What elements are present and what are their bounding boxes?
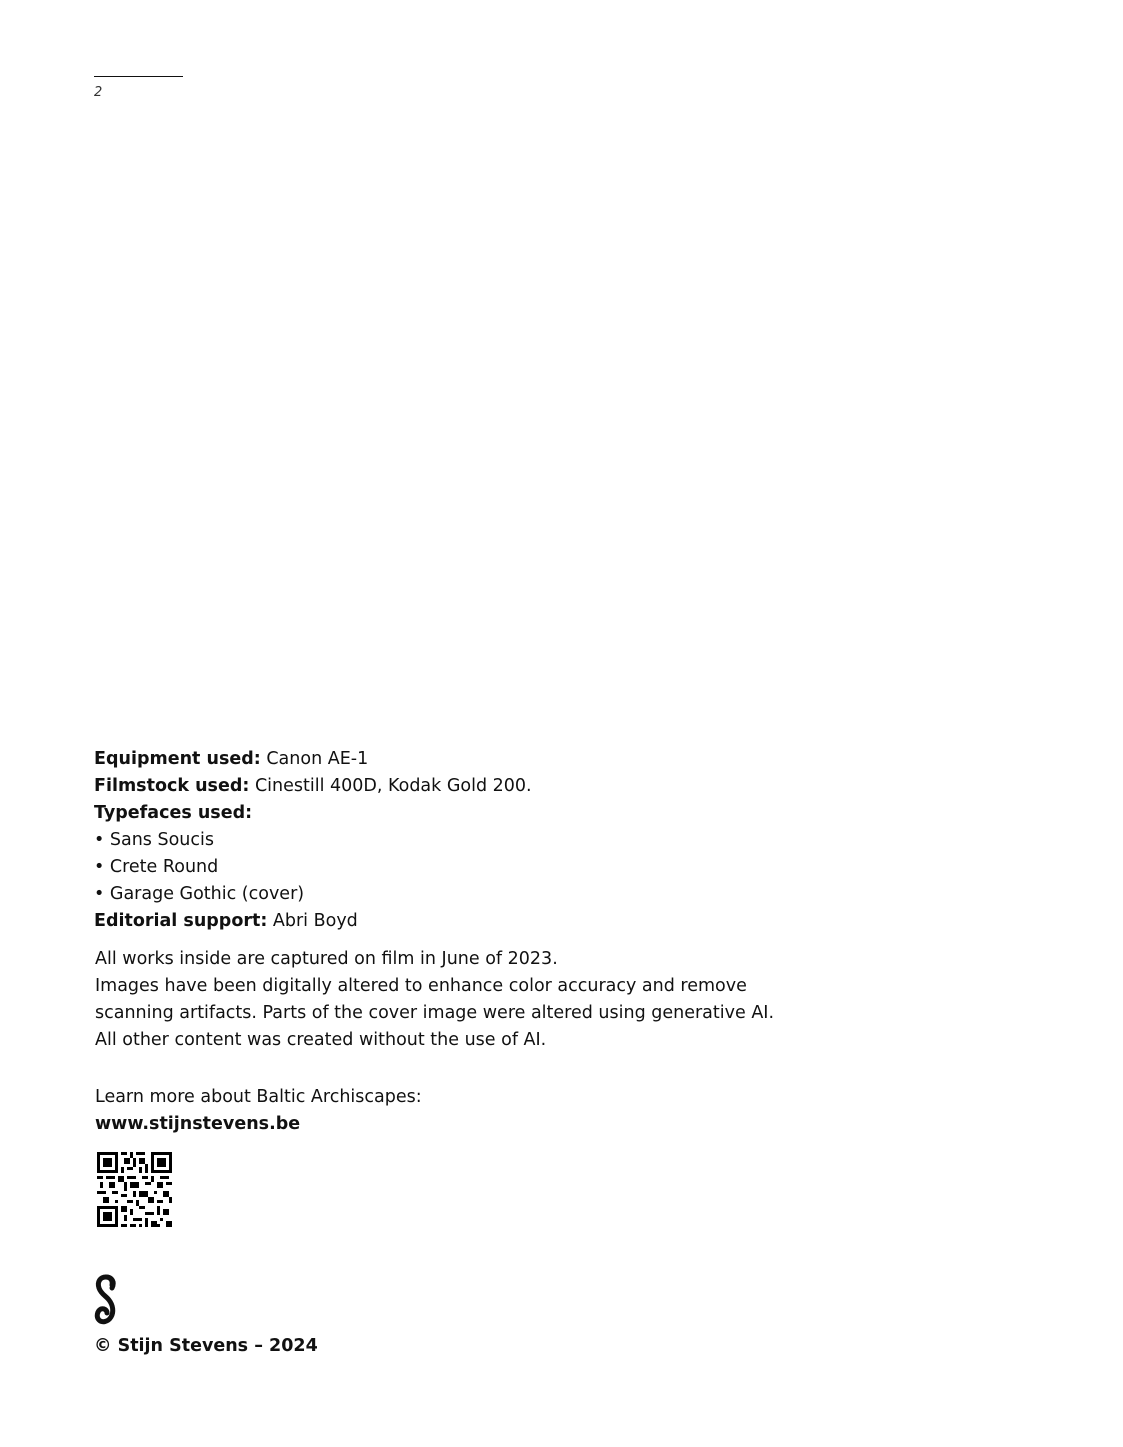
equipment-row xyxy=(94,746,532,773)
note-line: All other content was created without the use of AI. xyxy=(95,1030,547,1050)
learn-more-text: Learn more about Baltic Archiscapes: xyxy=(95,1087,422,1107)
typeface-item: • Garage Gothic (cover) xyxy=(94,884,305,904)
equipment-label: Equipment used: xyxy=(94,749,261,769)
page-number-rule xyxy=(94,76,183,77)
typeface-item: • Sans Soucis xyxy=(94,830,214,850)
filmstock-row xyxy=(94,773,532,800)
page-number: 2 xyxy=(94,85,103,100)
editorial-label: Editorial support: xyxy=(94,911,268,931)
qr-code-icon[interactable] xyxy=(97,1152,172,1227)
note-line: Images have been digitally altered to enhance color accuracy and remove xyxy=(95,976,747,996)
editorial-row xyxy=(94,908,532,935)
equipment-value: Canon AE-1 xyxy=(260,749,369,769)
filmstock-label: Filmstock used: xyxy=(94,776,250,796)
learn-more xyxy=(95,1084,422,1138)
typeface-item: • Crete Round xyxy=(94,857,219,877)
filmstock-value: Cinestill 400D, Kodak Gold 200. xyxy=(249,776,532,796)
website-link[interactable]: www.stijnstevens.be xyxy=(95,1114,301,1134)
note-line: scanning artifacts. Parts of the cover image were altered using generative AI. xyxy=(95,1003,775,1023)
editorial-value: Abri Boyd xyxy=(267,911,358,931)
colophon-details xyxy=(94,746,532,935)
copyright-notice: © Stijn Stevens – 2024 xyxy=(94,1336,318,1356)
typefaces-label: Typefaces used: xyxy=(94,803,253,823)
production-notes xyxy=(95,946,774,1054)
stijn-stevens-s-logo-icon xyxy=(93,1274,119,1326)
note-line: All works inside are captured on film in June of 2023. xyxy=(95,949,558,969)
